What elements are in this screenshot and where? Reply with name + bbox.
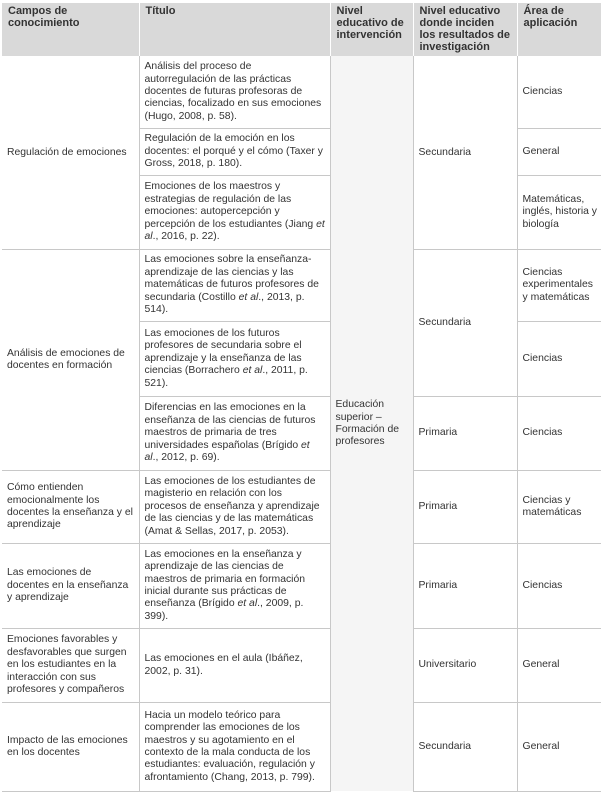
title-cell: Emociones de los maestros y estrategias de regulación de las emociones: autopercepción y percepción de los estudiantes (Jiang et al., 2016, p. 22). [139, 175, 330, 249]
area-cell: Matemáticas, inglés, historia y biología [517, 175, 601, 249]
level-cell: Secundaria [413, 702, 517, 791]
title-cell: Hacia un modelo teórico para comprender las emociones de los maestros y su agotamiento en el contexto de la mala conducta de los estudiantes: evaluación, regulación y afrontamiento (Chang, 2013, p. 799). [139, 702, 330, 791]
area-cell: General [517, 628, 601, 702]
area-cell: Ciencias [517, 321, 601, 396]
field-cell: Cómo entienden emocionalmente los docentes la enseñanza y el aprendizaje [2, 470, 139, 543]
field-cell: Análisis de emociones de docentes en formación [2, 249, 139, 470]
area-cell: General [517, 702, 601, 791]
area-cell: Ciencias [517, 396, 601, 470]
title-cell: Las emociones de los estudiantes de magisterio en relación con los procesos de enseñanza y aprendizaje de las ciencias y de las matemáticas (Amat & Sellas, 2017, p. 2053). [139, 470, 330, 543]
level-cell: Primaria [413, 396, 517, 470]
field-cell: Emociones favorables y desfavorables que surgen en los estudiantes en la interacción con sus profesores y compañeros [2, 628, 139, 702]
title-cell: Regulación de la emoción en los docentes: el porqué y el cómo (Taxer y Gross, 2018, p. 180). [139, 128, 330, 175]
header-area: Área de aplicación [517, 3, 601, 56]
header-titulo: Título [139, 3, 330, 56]
field-cell: Las emociones de docentes en la enseñanza y aprendizaje [2, 543, 139, 628]
level-cell: Primaria [413, 543, 517, 628]
header-nivel-intervencion: Nivel educativo de intervención [330, 3, 413, 56]
level-cell: Secundaria [413, 56, 517, 249]
area-cell: General [517, 128, 601, 175]
table-row [2, 249, 601, 321]
title-cell: Las emociones en el aula (Ibáñez, 2002, p. 31). [139, 628, 330, 702]
title-cell: Las emociones en la enseñanza y aprendizaje de las ciencias de maestros de primaria en formación inicial durante sus prácticas de enseñanza (Brígido et al., 2009, p. 399). [139, 543, 330, 628]
area-cell: Ciencias y matemáticas [517, 470, 601, 543]
area-cell: Ciencias experimentales y matemáticas [517, 249, 601, 321]
table-row [2, 56, 601, 128]
header-row [2, 3, 601, 56]
area-cell: Ciencias [517, 56, 601, 128]
title-cell: Diferencias en las emociones en la enseñanza de las ciencias de futuros maestros de primaria de tres universidades españolas (Brígido et al., 2012, p. 69). [139, 396, 330, 470]
table-row [2, 628, 601, 702]
level-cell: Universitario [413, 628, 517, 702]
table-row [2, 543, 601, 628]
level-cell: Primaria [413, 470, 517, 543]
level-cell: Secundaria [413, 249, 517, 396]
area-cell: Ciencias [517, 543, 601, 628]
intervention-level-cell: Educación superior – Formación de profesores [330, 56, 413, 791]
title-cell: Las emociones sobre la enseñanza-aprendizaje de las ciencias y las matemáticas de futuros profesores de secundaria (Costillo et al., 2013, p. 514). [139, 249, 330, 321]
table-row [2, 702, 601, 791]
table-row [2, 470, 601, 543]
title-cell: Las emociones de los futuros profesores de secundaria sobre el aprendizaje y la enseñanza de las ciencias (Borrachero et al., 2011, p. 521). [139, 321, 330, 396]
header-campos: Campos de conocimiento [2, 3, 139, 56]
field-cell: Regulación de emociones [2, 56, 139, 249]
header-nivel-resultados: Nivel educativo donde inciden los resultados de investigación [413, 3, 517, 56]
field-cell: Impacto de las emociones en los docentes [2, 702, 139, 791]
research-table [2, 3, 601, 792]
title-cell: Análisis del proceso de autorregulación de las prácticas docentes de futuras profesoras de ciencias, focalizado en sus emociones (Hugo, 2008, p. 58). [139, 56, 330, 128]
